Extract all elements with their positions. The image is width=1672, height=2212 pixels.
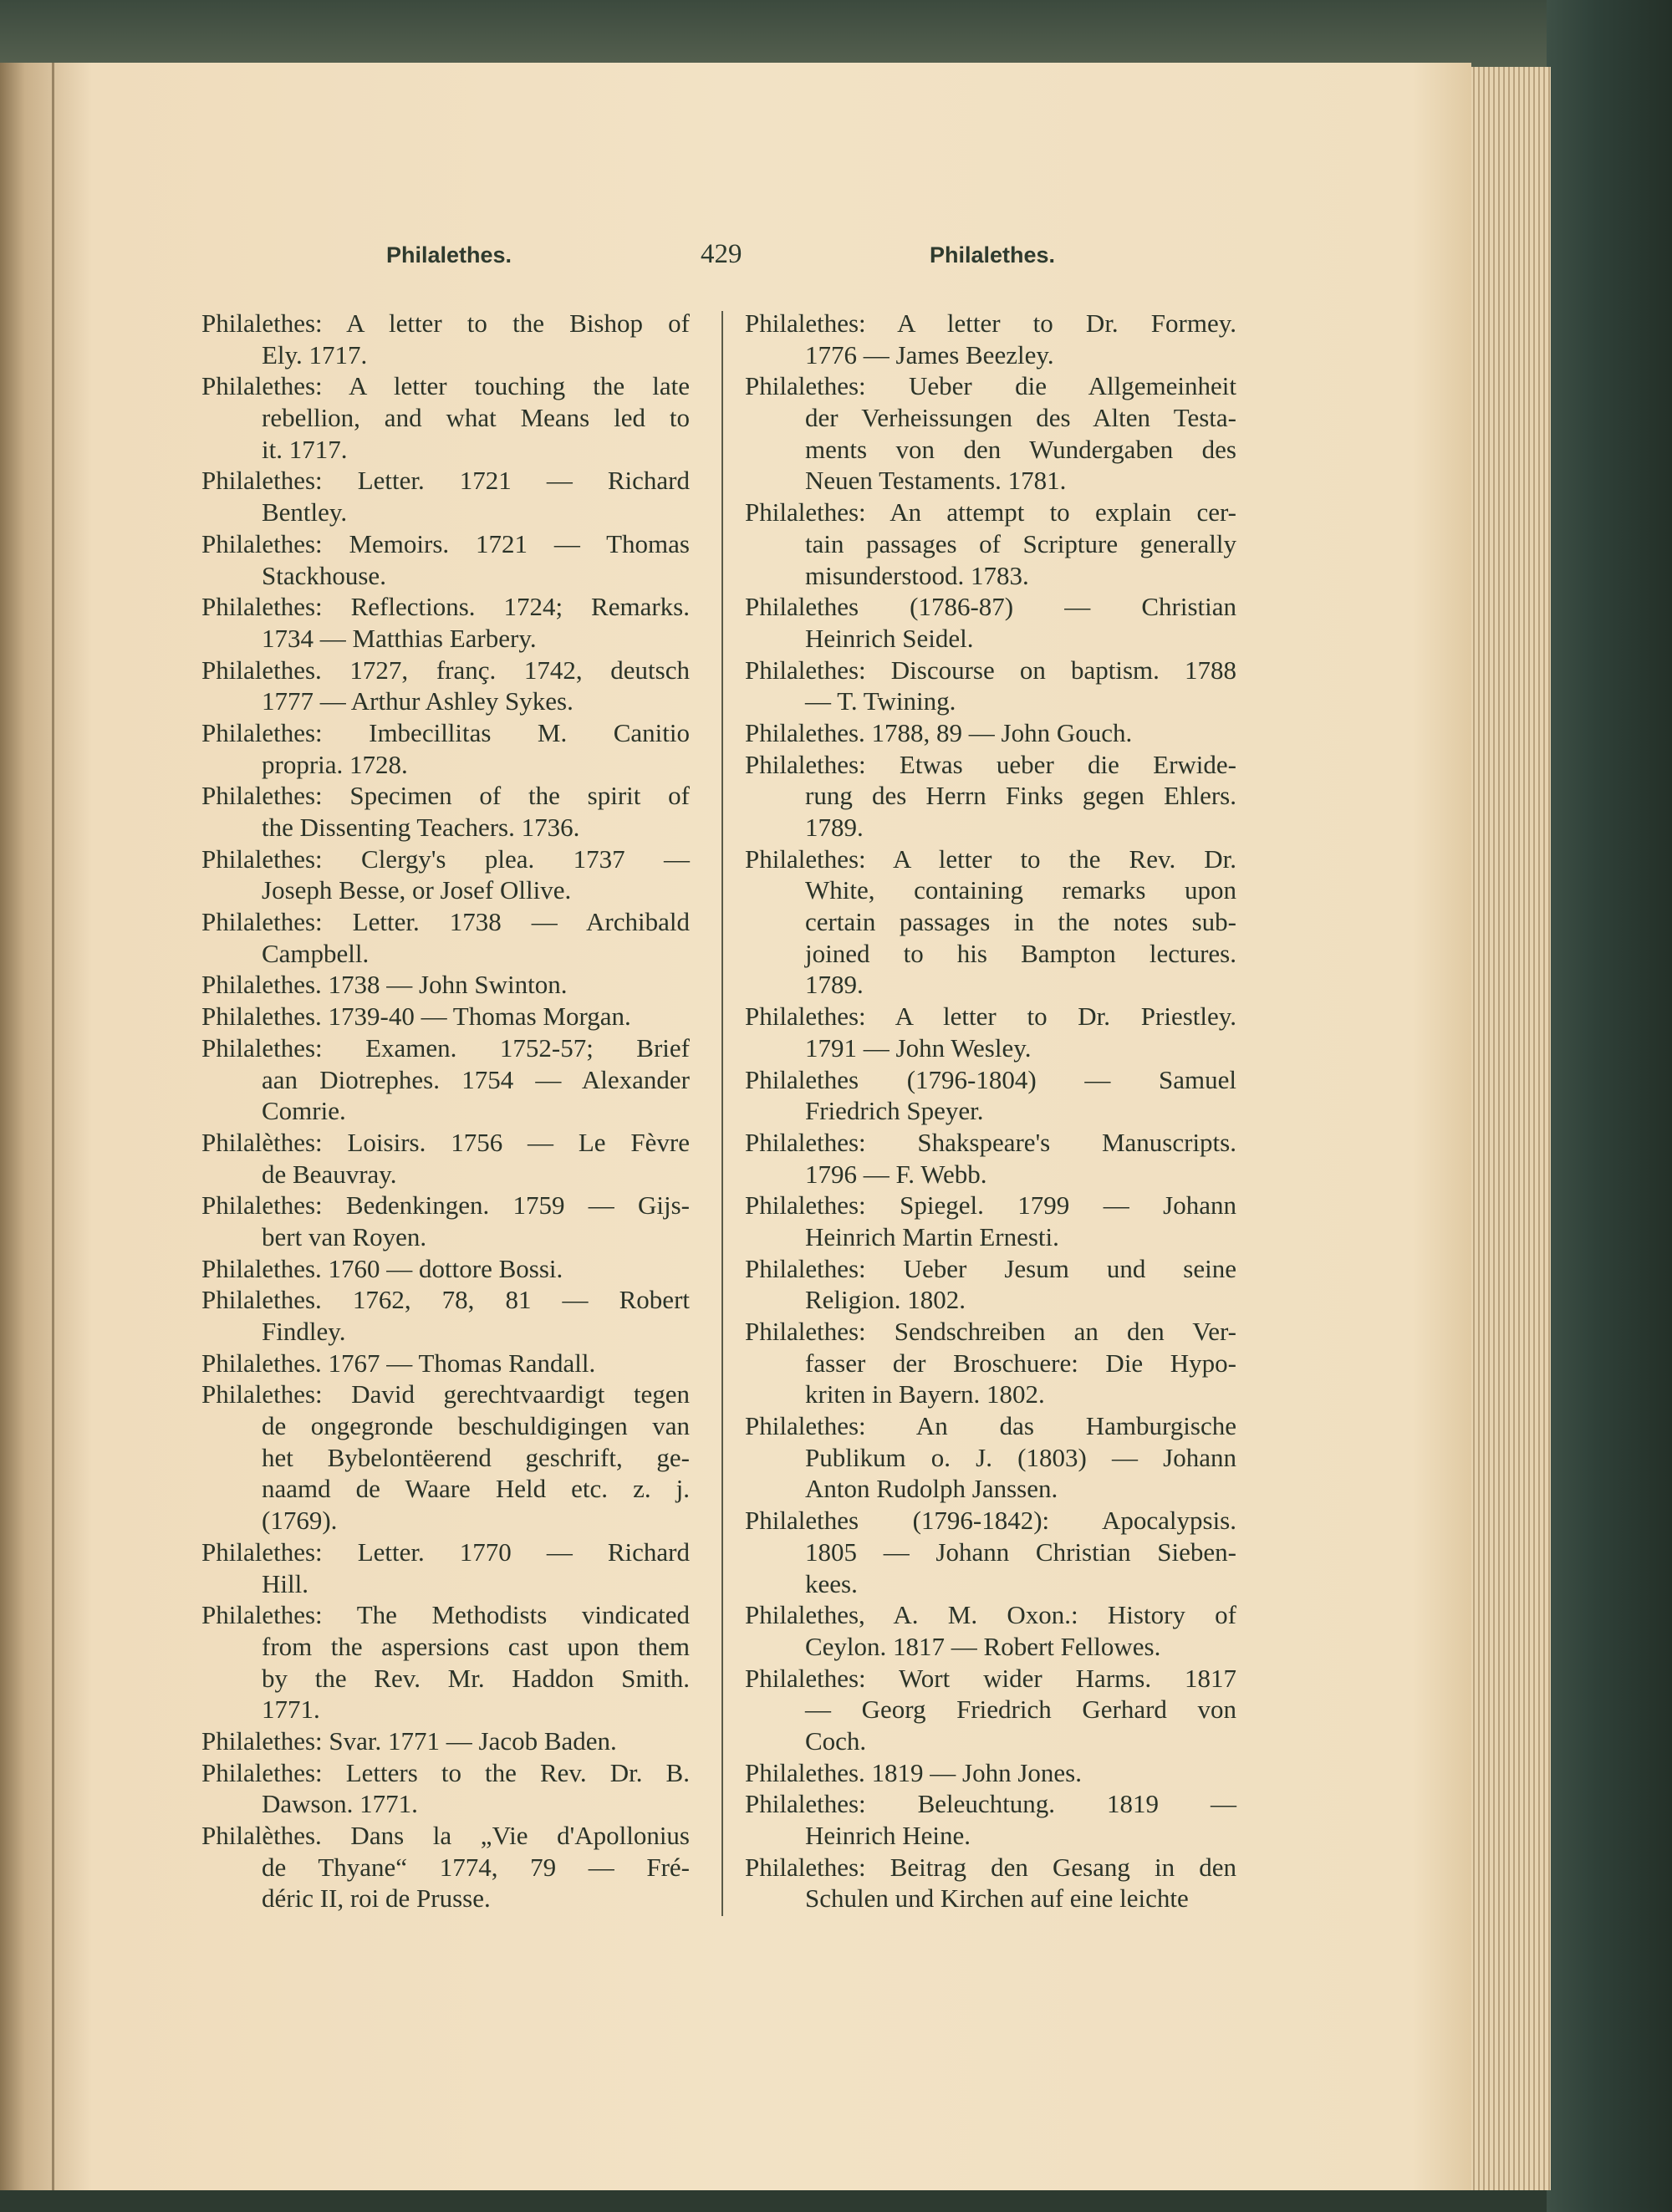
running-head-left: Philalethes. [386,242,512,268]
entry-line: Philalethes: Sendschreiben an den Ver- [745,1317,1236,1346]
index-entry [745,749,1236,844]
entry-line: White, containing remarks upon [805,875,1236,905]
entry-line: Philalethes: The Methodists vindicated [201,1600,690,1630]
entry-line: Philalethes: Examen. 1752-57; Brief [201,1032,690,1063]
entry-line: rung des Herrn Finks gegen Ehlers. [805,781,1236,811]
entry-line: Philalethes, A. M. Oxon.: History of [745,1600,1236,1630]
index-entry [201,1348,690,1379]
entry-line: Philalethes: Etwas ueber die Erwide- [745,749,1236,779]
entry-line: Philalethes: A letter to the Rev. Dr. [745,844,1236,874]
index-entry [201,1725,690,1757]
entry-line: kees. [805,1568,858,1598]
entry-line: Philalethes: Specimen of the spirit of [201,781,690,811]
entry-line: Philalethes: Clergy's plea. 1737 — [201,844,690,874]
entry-line: Ely. 1717. [262,339,368,370]
entry-line: de Thyane“ 1774, 79 — Fré- [262,1852,690,1882]
index-entry [201,1032,690,1127]
column-divider [721,311,723,1916]
entry-line: propria. 1728. [262,749,408,779]
index-entry [201,906,690,969]
entry-line: it. 1717. [262,434,348,464]
index-entry [201,717,690,780]
entry-line: Neuen Testaments. 1781. [805,466,1067,496]
entry-line: (1769). [262,1506,338,1536]
entry-line: Findley. [262,1317,346,1346]
entry-line: the Dissenting Teachers. 1736. [262,813,580,842]
entry-line: de ongegronde beschuldigingen van [262,1411,690,1441]
index-entry [201,969,690,1001]
index-entry [201,1599,690,1725]
entry-line: bert van Royen. [262,1221,427,1251]
entry-line: — T. Twining. [805,686,956,716]
index-entry [201,591,690,654]
index-entry [745,1001,1236,1063]
entry-line: Hill. [262,1568,308,1598]
entry-line: Philalethes (1796-1842): Apocalypsis. [745,1506,1236,1536]
entry-line: Philalethes: Discourse on baptism. 1788 [745,655,1236,685]
entry-line: Heinrich Martin Ernesti. [805,1221,1059,1251]
right-column [745,308,1236,1914]
entry-line: Philalethes: Memoirs. 1721 — Thomas [201,528,690,558]
index-entry [201,1379,690,1536]
entry-line: Bentley. [262,497,348,528]
entry-line: Philalethes: Reflections. 1724; Remarks. [201,592,690,622]
entry-line: rebellion, and what Means led to [262,403,690,433]
entry-line: Comrie. [262,1096,346,1126]
entry-line: Religion. 1802. [805,1285,966,1315]
entry-line: by the Rev. Mr. Haddon Smith. [262,1663,690,1693]
index-entry [201,465,690,528]
page-number: 429 [701,239,742,269]
index-entry [745,655,1236,717]
index-entry [745,1064,1236,1127]
entry-line: Philalethes: A letter to Dr. Formey. [745,308,1236,338]
entry-line: Campbell. [262,938,370,968]
entry-line: Philalethes: Ueber die Allgemeinheit [745,371,1236,401]
index-entry [201,1127,690,1190]
entry-line: 1789. [805,970,864,1000]
entry-line: 1776 — James Beezley. [805,339,1054,370]
entry-line: Philalethes: Imbecillitas M. Canitio [201,717,690,747]
entry-line: Philalethes: Spiegel. 1799 — Johann [745,1190,1236,1221]
entry-line: fasser der Broschuere: Die Hypo- [805,1348,1236,1378]
index-entry [201,1284,690,1347]
index-entry [745,1788,1236,1851]
entry-line: Philalethes (1786-87) — Christian [745,592,1236,622]
index-entry [745,1190,1236,1252]
entry-line: 1805 — Johann Christian Sieben- [805,1537,1236,1567]
entry-line: joined to his Bampton lectures. [805,938,1236,968]
index-entry [745,1599,1236,1662]
entry-line: Heinrich Heine. [805,1821,971,1850]
index-entry [745,308,1236,370]
gutter [52,63,54,2190]
index-entry [745,591,1236,654]
entry-line: Philalethes: An attempt to explain cer- [745,497,1236,528]
entry-line: Dawson. 1771. [262,1789,418,1819]
entry-line: tain passages of Scripture generally [805,528,1236,558]
entry-line: der Verheissungen des Alten Testa- [805,403,1236,433]
entry-line: Philalethes: Ueber Jesum und seine [745,1253,1236,1283]
index-entry [745,497,1236,591]
entry-line: Philalethes. 1760 — dottore Bossi. [201,1253,563,1283]
entry-line: Philalethes: Svar. 1771 — Jacob Baden. [201,1725,617,1756]
book-cover-right [1547,0,1672,2212]
entry-line: Philalethes: David gerechtvaardigt tegen [201,1379,690,1409]
entry-line: aan Diotrephes. 1754 — Alexander [262,1064,690,1094]
entry-line: Philalethes: Letter. 1770 — Richard [201,1537,690,1567]
index-entry [201,1757,690,1820]
entry-line: 1796 — F. Webb. [805,1159,987,1189]
index-entry [745,1127,1236,1190]
entry-line: Philalèthes. Dans la „Vie d'Apollonius [201,1821,690,1850]
entry-line: de Beauvray. [262,1159,397,1189]
index-entry [745,1316,1236,1410]
entry-line: Philalethes: Beleuchtung. 1819 — [745,1789,1236,1819]
entry-line: 1734 — Matthias Earbery. [262,623,537,653]
left-column [201,308,690,1914]
entry-line: certain passages in the notes sub- [805,907,1236,937]
entry-line: Philalethes. 1727, franç. 1742, deutsch [201,655,690,685]
entry-line: Philalethes: A letter to Dr. Priestley. [745,1002,1236,1032]
entry-line: Philalethes: Beitrag den Gesang in den [745,1852,1236,1882]
index-entry [745,1253,1236,1316]
entry-line: Philalethes: Bedenkingen. 1759 — Gijs- [201,1190,690,1221]
entry-line: Publikum o. J. (1803) — Johann [805,1442,1236,1472]
entry-line: from the aspersions cast upon them [262,1631,690,1661]
entry-line: Stackhouse. [262,560,386,590]
entry-line: Philalethes: Wort wider Harms. 1817 [745,1663,1236,1693]
index-entry [745,717,1236,749]
entry-line: Philalethes: Letters to the Rev. Dr. B. [201,1757,690,1787]
index-entry [201,1001,690,1032]
index-entry [745,844,1236,1001]
entry-line: misunderstood. 1783. [805,560,1029,590]
index-entry [201,844,690,906]
entry-line: Schulen und Kirchen auf eine leichte [805,1883,1189,1914]
book-cover-top [0,0,1672,67]
index-entry [745,1757,1236,1789]
entry-line: naamd de Waare Held etc. z. j. [262,1474,690,1504]
entry-line: Philalethes. 1739-40 — Thomas Morgan. [201,1002,631,1032]
entry-line: Ceylon. 1817 — Robert Fellowes. [805,1631,1161,1661]
entry-line: Philalethes. 1767 — Thomas Randall. [201,1348,596,1378]
entry-line: 1771. [262,1695,320,1725]
index-entry [201,528,690,591]
entry-line: Philalethes. 1788, 89 — John Gouch. [745,717,1133,747]
entry-line: Philalethes: Letter. 1738 — Archibald [201,907,690,937]
entry-line: Philalethes. 1762, 78, 81 — Robert [201,1285,690,1315]
entry-line: déric II, roi de Prusse. [262,1883,491,1914]
running-head-right: Philalethes. [930,242,1056,268]
entry-line: 1789. [805,813,864,842]
entry-line: Philalethes. 1819 — John Jones. [745,1757,1082,1787]
index-entry [745,1852,1236,1914]
index-entry [201,1253,690,1285]
entry-line: kriten in Bayern. 1802. [805,1379,1045,1409]
entry-line: Anton Rudolph Janssen. [805,1474,1058,1504]
index-entry [201,1820,690,1914]
index-entry [201,655,690,717]
entry-line: Philalethes: A letter touching the late [201,371,690,401]
index-entry [201,370,690,465]
entry-line: Joseph Besse, or Josef Ollive. [262,875,572,905]
entry-line: Philalethes: Letter. 1721 — Richard [201,466,690,496]
index-entry [745,1410,1236,1505]
index-entry [201,1537,690,1599]
entry-line: het Bybelontëerend geschrift, ge- [262,1442,690,1472]
entry-line: Philalethes (1796-1804) — Samuel [745,1064,1236,1094]
entry-line: Coch. [805,1725,867,1756]
entry-line: Philalethes: Shakspeare's Manuscripts. [745,1127,1236,1157]
index-entry [745,1663,1236,1757]
index-entry [201,1190,690,1252]
entry-line: Philalèthes: Loisirs. 1756 — Le Fèvre [201,1127,690,1157]
index-entry [745,370,1236,497]
index-entry [745,1505,1236,1599]
entry-line: 1791 — John Wesley. [805,1032,1032,1063]
entry-line: Philalethes. 1738 — John Swinton. [201,970,568,1000]
entry-line: ments von den Wundergaben des [805,434,1236,464]
index-entry [201,308,690,370]
entry-line: 1777 — Arthur Ashley Sykes. [262,686,573,716]
index-entry [201,780,690,843]
entry-line: — Georg Friedrich Gerhard von [805,1695,1236,1725]
entry-line: Friedrich Speyer. [805,1096,984,1126]
entry-line: Philalethes: A letter to the Bishop of [201,308,690,338]
entry-line: Philalethes: An das Hamburgische [745,1411,1236,1441]
entry-line: Heinrich Seidel. [805,623,974,653]
